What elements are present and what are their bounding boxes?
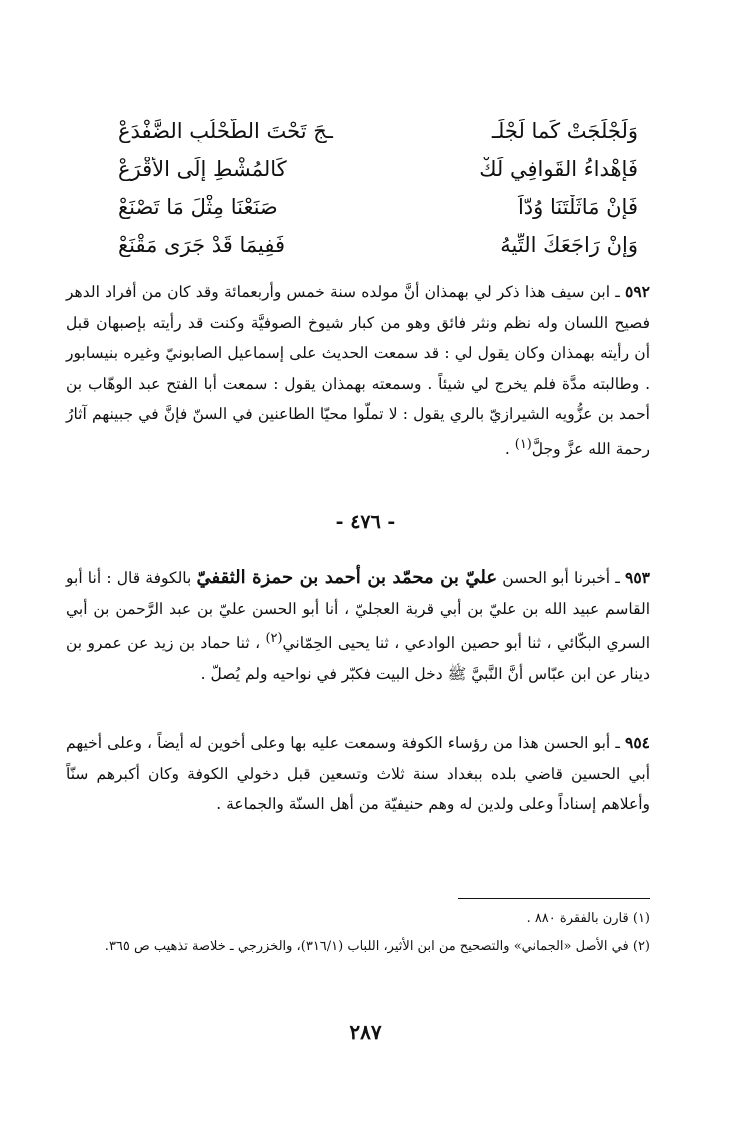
footnote-ref: (٢) bbox=[265, 631, 283, 646]
entry-paragraph bbox=[66, 728, 650, 820]
verse-first-hemistich: فَإهْداءُ القَوافِي لَكْ bbox=[479, 157, 638, 181]
footnote-divider bbox=[458, 898, 650, 899]
verse-second-hemistich: فَفِيمَا قَدْ جَرَى مَقْنَعْ bbox=[118, 233, 286, 257]
verse-second-hemistich: صَنَعْنَا مِثْلَ مَا تَصْنَعْ bbox=[118, 195, 278, 219]
entry-text: أبو الحسن هذا من رؤساء الكوفة وسمعت عليه بها وعلى أخوين له أيضاً ، وعلى أخيهم أبي الحسين قاضي بلده ببغداد سنة ثلاث وتسعين قبل دخولي الكوفة وكان أكبرهم سنّاً وأعلاهم إسناداً وعلى ولدين له وهم حنيفيّة من أهل السنّة والجماعة . bbox=[66, 734, 650, 813]
entry-end: . bbox=[504, 439, 515, 458]
entry-intro: أخبرنا أبو الحسن bbox=[497, 569, 611, 587]
entry-592 bbox=[66, 277, 650, 464]
entry-number: ٩٥٤ bbox=[625, 733, 651, 752]
footnotes bbox=[66, 905, 650, 961]
footnote: (٢) في الأصل «الجماني» والتصحيح من ابن الأثير، اللباب (٣١٦/١)، والخزرجي ـ خلاصة تذهيب ص ٣٦٥. bbox=[104, 939, 650, 954]
entry-text-continued: ، ثنا حماد بن زيد عن عمرو بن دينار عن ابن عبّاس أنَّ النَّبيَّ ﷺ دخل البيت فكبّر في نواحيه ولم يُصلّ . bbox=[66, 634, 650, 683]
poem bbox=[118, 112, 638, 264]
narrator-name: عليّ بن محمّد بن أحمد بن حمزة الثقفيّ bbox=[196, 567, 498, 588]
entry-paragraph bbox=[66, 563, 650, 689]
entry-953 bbox=[66, 563, 650, 689]
poem-verse bbox=[118, 150, 638, 188]
entry-dash: ـ bbox=[610, 569, 626, 587]
footnote-ref: (١) bbox=[514, 436, 532, 452]
entry-text: ابن سيف هذا ذكر لي بهمذان أنَّ مولده سنة خمس وأربعمائة وقد كان من أفراد الدهر فصيح اللسان وله نظم ونثر فائق وهو من كبار شيوخ الصوفيَّة وكنت قد رأيته بإصبهان قبل أن رأيته بهمذان وكان يقول لي : قد سمعت الحديث على إسماعيل الصابونيّ وغيره بنيسابور . وطالبته مدَّة فلم يخرج لي شيئاً . وسمعته بهمذان يقول : سمعت أبا الفتح عبد الوهّاب بن أحمد بن عزُّويه الشيرازيّ بالري يقول : لا تملّوا محيّا الطاعنين في السنّ فإنَّ في جبينهم آثارُ رحمة الله عزَّ وجلَّ bbox=[66, 283, 650, 458]
verse-first-hemistich: وَإِنْ رَاجَعَكَ التِّيهُ bbox=[500, 233, 638, 257]
verse-second-hemistich: ـجَ تَحْتَ الطُّحْلُبِ الضَّفْدَعْ bbox=[118, 119, 333, 143]
footnote: (١) قارن بالفقرة ٨٨٠ . bbox=[526, 911, 650, 926]
section-marker: - ٤٧٦ - bbox=[335, 511, 396, 533]
entry-number: ٩٥٣ bbox=[625, 568, 650, 587]
entry-954 bbox=[66, 728, 650, 820]
entry-dash: ـ bbox=[610, 283, 625, 301]
page-number: ٢٨٧ bbox=[349, 1020, 382, 1044]
verse-first-hemistich: وَلَجْلَجَتْ كَما لَجْلَـ bbox=[491, 119, 638, 143]
entry-dash: ـ bbox=[610, 734, 626, 752]
entry-number: ٥٩٢ bbox=[625, 282, 650, 301]
entry-text: بالكوفة قال : أنا أبو القاسم عبيد الله بن عليّ بن أبي قربة العجليّ ، أنا أبو الحسن عليّ بن عبد الرَّحمن بن أبي السري البكّائي ، ثنا أبو حصين الوادعي ، ثنا يحيى الحِمّاني bbox=[66, 569, 650, 653]
poem-verse bbox=[118, 226, 638, 264]
poem-verse bbox=[118, 112, 638, 150]
verse-second-hemistich: كَالمُشْطِ إلَى الأقْرَعْ bbox=[118, 157, 287, 181]
verse-first-hemistich: فَإِنْ مَاثَلْتَنَا وُدّاً bbox=[517, 195, 638, 219]
poem-verse bbox=[118, 188, 638, 226]
entry-paragraph bbox=[66, 277, 650, 464]
